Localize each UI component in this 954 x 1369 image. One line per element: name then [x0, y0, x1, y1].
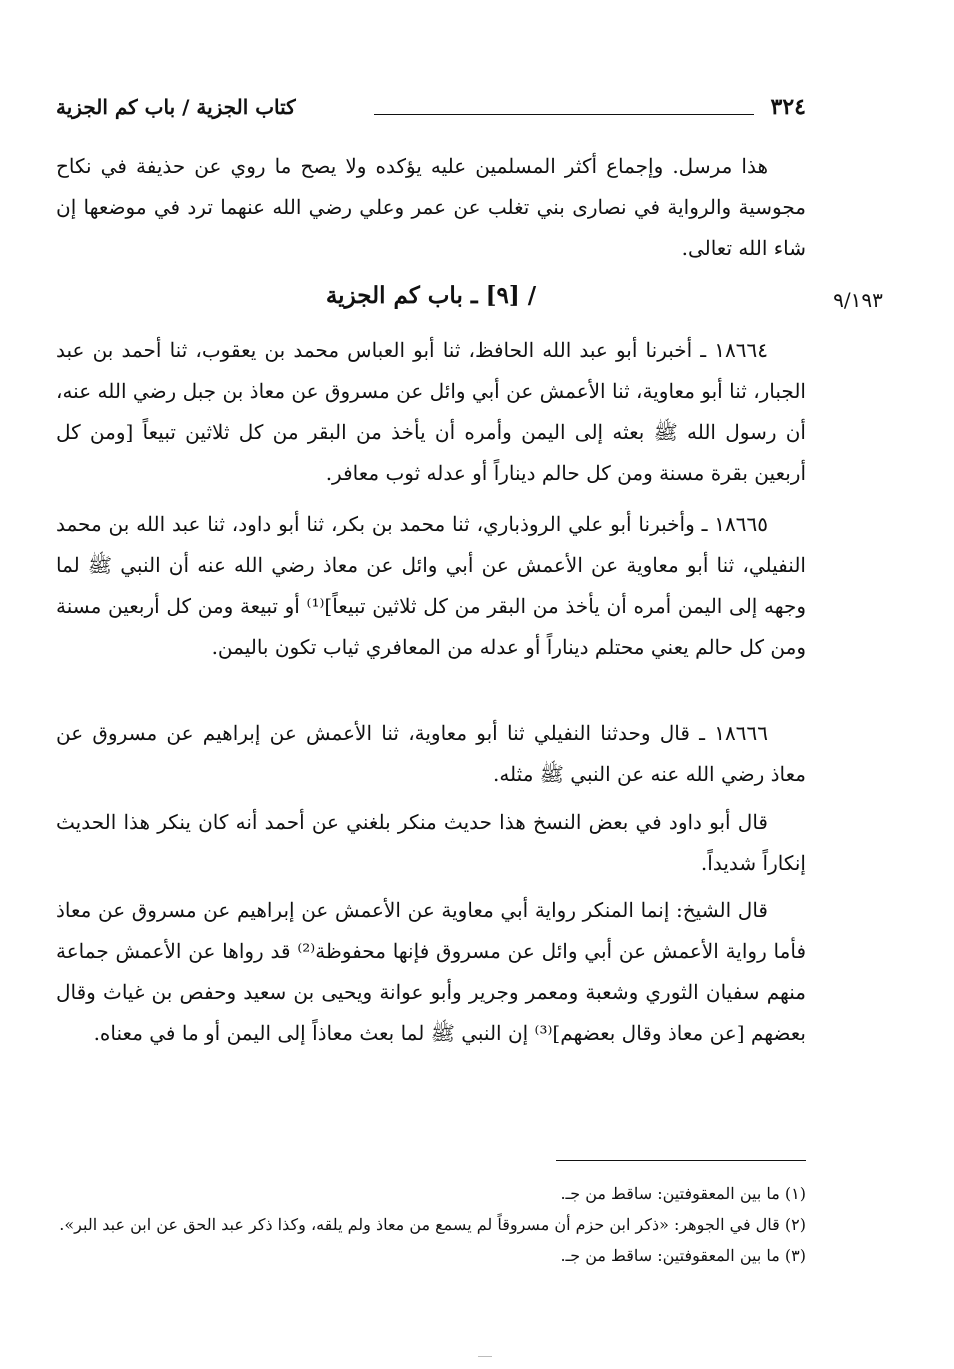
header-rule: [374, 114, 754, 115]
hadith-18664-block: [56, 330, 806, 494]
abu-dawud-comment-block: [56, 802, 806, 884]
hadith-paragraph-18665: ١٨٦٦٥ ـ وأخبرنا أبو علي الروذباري، ثنا محمد بن بكر، ثنا أبو داود، ثنا عبد الله بن محمد النفيلي، ثنا أبو معاوية عن الأعمش عن أبي وائل عن معاذ رضي الله عنه أن النبي ﷺ لما وجهه إلى اليمن أمره أن يأخذ من البقر من كل ثلاثين تبيعاً]⁽¹⁾ أو تبيعة ومن كل أربعين مسنة ومن كل حالم يعني محتلم ديناراً أو عدله من المعافري ثياب تكون باليمن.: [56, 512, 806, 659]
footnotes: [56, 1178, 806, 1271]
intro-paragraph: هذا مرسل. وإجماع أكثر المسلمين عليه يؤكده ولا يصح ما روي عن حذيفة في نكاح مجوسية والرواية في نصارى بني تغلب عن عمر وعلي رضي الله عنهما ترد في موضعها إن شاء الله تعالى.: [56, 154, 806, 260]
running-title: كتاب الجزية / باب كم الجزية: [56, 95, 296, 119]
hadith-18666-block: [56, 713, 806, 795]
running-header: [56, 92, 806, 128]
footnote-1: (١) ما بين المعقوفتين: ساقط من جـ.: [560, 1184, 806, 1203]
footnote-separator: [556, 1160, 806, 1161]
footnote-3: (٣) ما بين المعقوفتين: ساقط من جـ.: [560, 1246, 806, 1265]
footnote-2: (٢) قال في الجوهر: «ذكر ابن حزم أن مسروقاً لم يسمع من معاذ ولم يلقه، وكذا ذكر عبد الحق عن ابن عبد البر».: [59, 1215, 806, 1234]
hadith-paragraph-18664: ١٨٦٦٤ ـ أخبرنا أبو عبد الله الحافظ، ثنا أبو العباس محمد بن يعقوب، ثنا أحمد بن عبد الجبار، ثنا أبو معاوية، ثنا الأعمش عن أبي وائل عن مسروق عن معاذ بن جبل رضي الله عنه، أن رسول الله ﷺ بعثه إلى اليمن وأمره أن يأخذ من البقر من كل ثلاثين تبيعاً [ومن كل أربعين بقرة مسنة ومن كل حالم ديناراً أو عدله ثوب معافر.: [56, 338, 806, 485]
margin-reference: ٩/١٩٣: [833, 288, 883, 312]
abu-dawud-comment: قال أبو داود في بعض النسخ هذا حديث منكر بلغني عن أحمد أنه كان ينكر هذا الحديث إنكاراً شديداً.: [56, 810, 806, 875]
page-number: ٣٢٤: [770, 94, 806, 120]
chapter-heading: / [٩] ـ باب كم الجزية: [325, 282, 537, 309]
hadith-paragraph-18666: ١٨٦٦٦ ـ قال وحدثنا النفيلي ثنا أبو معاوية، ثنا الأعمش عن إبراهيم عن مسروق عن معاذ رضي الله عنه عن النبي ﷺ مثله.: [56, 721, 806, 786]
shaykh-comment-block: [56, 890, 806, 1054]
scan-mark: [478, 1356, 492, 1357]
shaykh-comment: قال الشيخ: إنما المنكر رواية أبي معاوية عن الأعمش عن إبراهيم عن مسروق عن معاذ فأما رواية الأعمش عن أبي وائل عن مسروق فإنها محفوظة⁽²⁾ قد رواها عن الأعمش جماعة منهم سفيان الثوري وشعبة ومعمر وجرير وأبو عوانة ويحيى بن سعيد وحفص بن غياث وقال بعضهم [عن معاذ وقال بعضهم]⁽³⁾ إن النبي ﷺ لما بعث معاذاً إلى اليمن أو ما في معناه.: [56, 898, 807, 1045]
intro-section: [56, 146, 806, 269]
hadith-18665-block: [56, 504, 806, 668]
